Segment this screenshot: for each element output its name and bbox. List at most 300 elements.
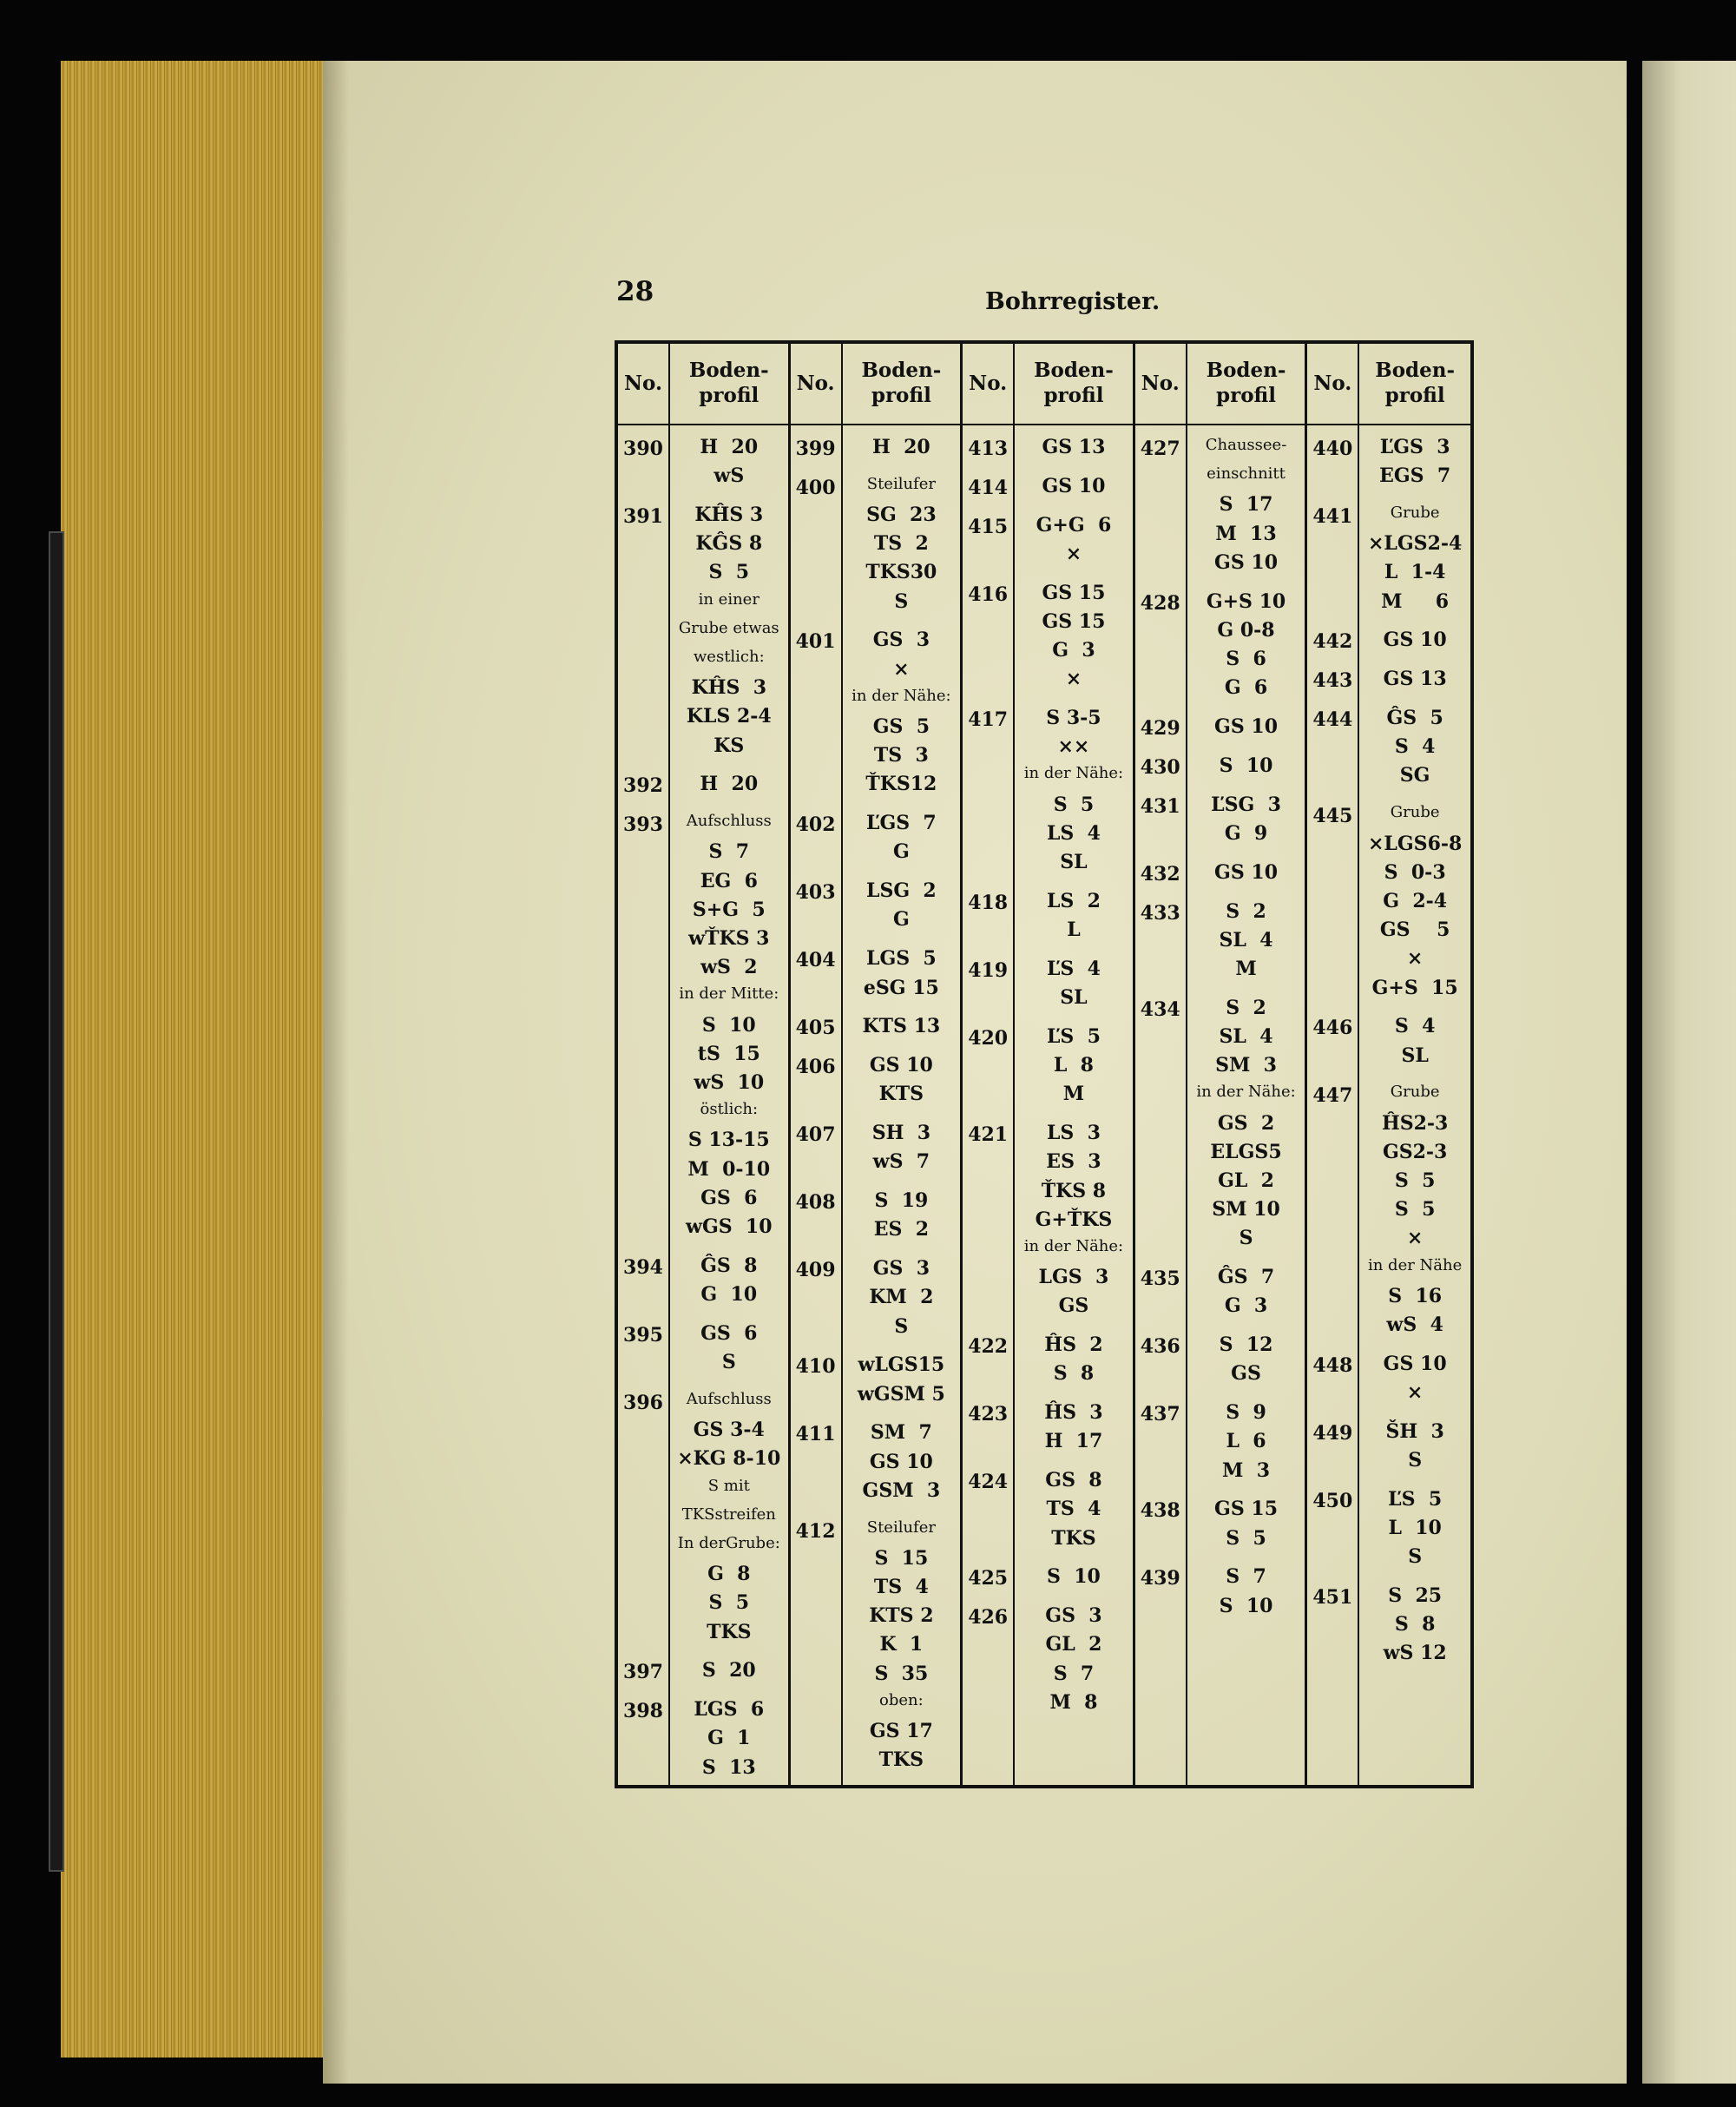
profile-line: ĤS 2 bbox=[1044, 1333, 1103, 1357]
header-profile: Boden- profil bbox=[688, 359, 769, 407]
header-rule bbox=[618, 424, 668, 425]
profile-line: S 8 bbox=[1053, 1362, 1095, 1386]
profile-line: GS 6 bbox=[700, 1186, 758, 1209]
profile-line: westlich: bbox=[693, 648, 765, 667]
profile-line: S bbox=[721, 1351, 736, 1374]
profile-line: GS 10 bbox=[1214, 550, 1278, 574]
profile-line: ĽS 5 bbox=[1388, 1487, 1443, 1511]
profile-line: S 4 bbox=[1394, 735, 1436, 759]
profile-line: S 5 bbox=[708, 1591, 750, 1615]
profile-line: KTS 2 bbox=[869, 1604, 934, 1628]
profile-line: G 3 bbox=[1052, 639, 1095, 662]
header-rule bbox=[843, 424, 961, 425]
profile-line: H 20 bbox=[700, 436, 759, 458]
profile-line: wGSM 5 bbox=[857, 1382, 945, 1406]
profile-line: GS 10 bbox=[869, 1054, 933, 1077]
profile-line: L 10 bbox=[1388, 1517, 1442, 1539]
entry-number: 416 bbox=[968, 583, 1009, 606]
profile-line: wS 7 bbox=[872, 1150, 930, 1174]
profile-line: wS bbox=[713, 464, 745, 488]
profile-line: SM 10 bbox=[1212, 1198, 1280, 1221]
entry-number: 391 bbox=[623, 505, 663, 529]
profile-column bbox=[1015, 344, 1133, 1785]
profile-line: GS 10 bbox=[869, 1450, 933, 1473]
entry-number: 434 bbox=[1140, 998, 1180, 1021]
profile-line: L bbox=[1067, 919, 1081, 942]
profile-line: LSG 2 bbox=[865, 879, 937, 903]
entry-number: 433 bbox=[1140, 901, 1180, 925]
profile-line: H 17 bbox=[1044, 1430, 1103, 1453]
profile-line: G+S 10 bbox=[1206, 589, 1286, 613]
profile-line: L 6 bbox=[1226, 1430, 1266, 1453]
entry-number: 451 bbox=[1312, 1586, 1353, 1610]
header-profile: Boden- profil bbox=[1375, 359, 1456, 407]
profile-line: GS 6 bbox=[700, 1321, 758, 1345]
profile-line: GS 17 bbox=[869, 1720, 933, 1743]
entry-number: 395 bbox=[623, 1323, 663, 1347]
profile-line: in der Nähe: bbox=[1023, 1236, 1124, 1255]
profile-column bbox=[1359, 344, 1470, 1785]
profile-line: KM 2 bbox=[869, 1286, 934, 1309]
profile-line: ĽGS 7 bbox=[865, 812, 937, 835]
profile-line: Aufschluss bbox=[686, 812, 772, 831]
profile-line: G 10 bbox=[700, 1283, 758, 1307]
profile-line: in der Nähe bbox=[1367, 1255, 1463, 1274]
profile-line: oben: bbox=[879, 1690, 924, 1709]
profile-line: LGS 3 bbox=[1038, 1266, 1109, 1289]
profile-line: SL 4 bbox=[1219, 1024, 1273, 1048]
profile-line: ĽS 5 bbox=[1046, 1024, 1101, 1048]
entry-number: 449 bbox=[1312, 1421, 1353, 1445]
profile-line: ×× bbox=[1057, 735, 1090, 759]
profile-line: M 8 bbox=[1049, 1690, 1098, 1714]
profile-line: × bbox=[1065, 542, 1082, 565]
profile-line: In derGrube: bbox=[677, 1533, 780, 1552]
entry-number: 397 bbox=[623, 1661, 663, 1684]
profile-line: GS 5 bbox=[872, 715, 930, 739]
profile-line: G 8 bbox=[707, 1563, 751, 1586]
profile-line: GS bbox=[1058, 1294, 1089, 1318]
profile-line: S 5 bbox=[1394, 1198, 1436, 1221]
header-rule bbox=[963, 424, 1013, 425]
entry-number: 442 bbox=[1312, 630, 1353, 654]
entry-number: 417 bbox=[968, 708, 1009, 732]
profile-line: SM 3 bbox=[1215, 1054, 1277, 1077]
entry-number: 403 bbox=[795, 881, 836, 905]
profile-line: in der Mitte: bbox=[679, 984, 779, 1004]
entry-number: 407 bbox=[795, 1123, 836, 1147]
header-no: No. bbox=[624, 371, 662, 395]
entry-number: 431 bbox=[1140, 794, 1180, 818]
header-rule bbox=[1015, 424, 1133, 425]
profile-line: wS 10 bbox=[694, 1071, 765, 1095]
profile-line: S 16 bbox=[1388, 1284, 1443, 1307]
entry-number: 419 bbox=[968, 958, 1009, 982]
profile-line: einschnitt bbox=[1207, 464, 1286, 484]
profile-line: wGS 10 bbox=[686, 1215, 773, 1239]
profile-line: GS 13 bbox=[1383, 668, 1447, 691]
header-rule bbox=[1307, 424, 1358, 425]
number-column bbox=[791, 344, 843, 1785]
entry-number: 399 bbox=[795, 438, 836, 460]
profile-line: S 25 bbox=[1388, 1584, 1443, 1608]
profile-line: TS 3 bbox=[873, 744, 929, 767]
entry-number: 410 bbox=[795, 1355, 836, 1379]
profile-line: G+G 6 bbox=[1036, 513, 1112, 537]
profile-line: S bbox=[894, 589, 909, 613]
profile-line: S 5 bbox=[1394, 1169, 1436, 1192]
profile-line: G 3 bbox=[1224, 1294, 1268, 1318]
entry-number: 420 bbox=[968, 1026, 1009, 1050]
entry-number: 447 bbox=[1312, 1084, 1353, 1108]
profile-line: S 17 bbox=[1219, 493, 1273, 517]
entry-number: 443 bbox=[1312, 669, 1353, 693]
profile-line: SL bbox=[1060, 986, 1088, 1010]
profile-line: S 4 bbox=[1394, 1015, 1436, 1038]
entry-number: 411 bbox=[795, 1423, 836, 1446]
profile-line: Grube etwas bbox=[678, 618, 779, 637]
profile-column bbox=[843, 344, 961, 1785]
profile-line: TKS bbox=[878, 1748, 924, 1772]
profile-line: S 2 bbox=[1226, 996, 1266, 1019]
profile-line: GS 15 bbox=[1042, 609, 1106, 633]
profile-line: GS 2 bbox=[1217, 1111, 1275, 1135]
entry-number: 435 bbox=[1140, 1267, 1180, 1291]
profile-line: Grube bbox=[1390, 803, 1440, 822]
profile-line: SM 7 bbox=[870, 1421, 932, 1445]
number-column bbox=[618, 344, 670, 1785]
profile-line: ×KG 8-10 bbox=[677, 1447, 781, 1471]
entry-number: 446 bbox=[1312, 1017, 1353, 1040]
profile-line: GS 15 bbox=[1042, 581, 1106, 604]
entry-number: 444 bbox=[1312, 708, 1353, 732]
profile-line: G bbox=[892, 908, 910, 932]
book-cover-edge bbox=[49, 531, 64, 1872]
entry-number: 400 bbox=[795, 476, 836, 499]
profile-line: TKS bbox=[1051, 1526, 1096, 1550]
profile-line: S 12 bbox=[1219, 1333, 1273, 1357]
profile-line: GS bbox=[1231, 1362, 1261, 1386]
profile-line: S 5 bbox=[708, 561, 750, 584]
profile-line: H 20 bbox=[700, 773, 759, 796]
profile-line: ELGS5 bbox=[1210, 1140, 1282, 1163]
entry-number: 429 bbox=[1140, 717, 1180, 741]
profile-line: GS 3-4 bbox=[693, 1419, 765, 1442]
profile-line: ĤS2-3 bbox=[1381, 1111, 1449, 1135]
profile-line: ŤKS 8 bbox=[1041, 1179, 1107, 1202]
profile-line: S 10 bbox=[1047, 1565, 1101, 1589]
number-column bbox=[1135, 344, 1187, 1785]
table-column-group bbox=[618, 344, 791, 1785]
profile-line: ĜS 5 bbox=[1386, 707, 1443, 730]
entry-number: 424 bbox=[968, 1471, 1009, 1494]
profile-line: wLGS15 bbox=[858, 1353, 945, 1377]
entry-number: 405 bbox=[795, 1017, 836, 1040]
profile-line: S 35 bbox=[874, 1662, 929, 1685]
entry-number: 398 bbox=[623, 1700, 663, 1723]
profile-line: ŠH 3 bbox=[1385, 1419, 1444, 1443]
profile-line: ×LGS6-8 bbox=[1367, 832, 1463, 855]
entry-number: 428 bbox=[1140, 591, 1180, 615]
profile-line: M 13 bbox=[1215, 522, 1277, 545]
entry-number: 415 bbox=[968, 515, 1009, 538]
profile-line: Grube bbox=[1390, 1083, 1440, 1102]
entry-number: 412 bbox=[795, 1519, 836, 1543]
profile-line: KĤS 3 bbox=[691, 676, 766, 700]
profile-line: × bbox=[1406, 1380, 1424, 1404]
header-rule bbox=[1135, 424, 1186, 425]
profile-line: wŤKS 3 bbox=[688, 927, 770, 951]
header-rule bbox=[1359, 424, 1470, 425]
profile-line: ES 2 bbox=[873, 1218, 930, 1241]
profile-line: ĽSG 3 bbox=[1211, 793, 1281, 816]
profile-line: LS 3 bbox=[1046, 1122, 1101, 1145]
profile-column bbox=[670, 344, 788, 1785]
entry-number: 401 bbox=[795, 630, 836, 654]
profile-line: Aufschluss bbox=[686, 1389, 772, 1408]
profile-line: H 20 bbox=[872, 436, 930, 458]
profile-line: S 5 bbox=[1226, 1526, 1266, 1550]
profile-line: östlich: bbox=[700, 1100, 759, 1119]
entry-number: 426 bbox=[968, 1606, 1009, 1630]
profile-line: KTS bbox=[878, 1083, 924, 1106]
profile-line: S 9 bbox=[1226, 1401, 1266, 1425]
header-no: No. bbox=[969, 371, 1008, 395]
profile-line: S 10 bbox=[1219, 754, 1273, 777]
profile-line: × bbox=[893, 657, 910, 681]
profile-line: GL 2 bbox=[1218, 1169, 1274, 1192]
page-number: 28 bbox=[616, 276, 654, 307]
profile-line: Chaussee- bbox=[1205, 436, 1287, 454]
running-title: Bohrregister. bbox=[985, 288, 1161, 315]
profile-line: SH 3 bbox=[871, 1122, 931, 1145]
header-rule bbox=[791, 424, 841, 425]
profile-line: G 0-8 bbox=[1217, 618, 1275, 642]
profile-line: ĽS 4 bbox=[1046, 957, 1101, 980]
entry-number: 413 bbox=[968, 438, 1009, 460]
header-rule bbox=[670, 424, 788, 425]
profile-line: L 1-4 bbox=[1384, 561, 1446, 584]
profile-line: SL bbox=[1401, 1044, 1429, 1067]
profile-line: SG 23 bbox=[866, 504, 937, 527]
profile-line: wS 2 bbox=[700, 956, 758, 979]
profile-line: in der Nähe: bbox=[852, 686, 951, 705]
profile-line: TS 4 bbox=[1046, 1498, 1101, 1521]
profile-line: TS 4 bbox=[873, 1576, 929, 1599]
entry-number: 402 bbox=[795, 813, 836, 837]
profile-line: Grube bbox=[1390, 504, 1440, 523]
number-column bbox=[963, 344, 1015, 1785]
facing-page-edge bbox=[1642, 61, 1736, 2084]
profile-line: ĜS 7 bbox=[1217, 1266, 1275, 1289]
profile-line: GS 10 bbox=[1214, 860, 1278, 884]
profile-line: ĽGS 6 bbox=[694, 1698, 765, 1722]
profile-line: S 7 bbox=[1053, 1662, 1095, 1685]
profile-line: S bbox=[1239, 1227, 1253, 1250]
profile-line: in einer bbox=[698, 589, 760, 609]
profile-line: L 8 bbox=[1053, 1054, 1094, 1077]
profile-line: S 15 bbox=[874, 1546, 929, 1570]
profile-line: KĜS 8 bbox=[695, 532, 763, 556]
profile-line: S bbox=[894, 1314, 909, 1338]
profile-line: LGS 5 bbox=[865, 947, 937, 971]
profile-line: KS bbox=[713, 734, 745, 757]
profile-line: GL 2 bbox=[1045, 1633, 1102, 1656]
profile-line: Steilufer bbox=[866, 1518, 936, 1537]
profile-line: GS 3 bbox=[872, 1257, 930, 1281]
profile-line: KLS 2-4 bbox=[686, 705, 772, 728]
profile-line: K 1 bbox=[879, 1633, 924, 1656]
entry-number: 408 bbox=[795, 1191, 836, 1215]
profile-line: G bbox=[892, 840, 910, 864]
entry-number: 427 bbox=[1140, 438, 1180, 460]
profile-line: S 10 bbox=[701, 1013, 756, 1037]
profile-line: TKS30 bbox=[865, 561, 937, 584]
profile-line: in der Nähe: bbox=[1196, 1083, 1296, 1102]
entry-number: 445 bbox=[1312, 805, 1353, 828]
profile-line: ĜS 8 bbox=[700, 1254, 758, 1277]
profile-line: M 0-10 bbox=[687, 1157, 771, 1181]
profile-line: S 3-5 bbox=[1046, 707, 1101, 730]
profile-line: G 6 bbox=[1224, 676, 1268, 700]
profile-line: GS 10 bbox=[1042, 474, 1106, 497]
entry-number: 406 bbox=[795, 1056, 836, 1079]
profile-line: G 9 bbox=[1224, 821, 1268, 845]
profile-line: × bbox=[1406, 1227, 1424, 1250]
profile-line: ĽGS 3 bbox=[1379, 436, 1450, 458]
entry-number: 392 bbox=[623, 774, 663, 798]
profile-line: M 3 bbox=[1222, 1458, 1271, 1482]
profile-line: G+S 15 bbox=[1371, 976, 1458, 999]
profile-line: SL 4 bbox=[1219, 928, 1273, 951]
entry-number: 394 bbox=[623, 1255, 663, 1279]
profile-line: GS 8 bbox=[1045, 1469, 1102, 1492]
profile-line: TKS bbox=[707, 1620, 752, 1643]
profile-line: LS 4 bbox=[1046, 821, 1101, 845]
entry-number: 404 bbox=[795, 949, 836, 972]
profile-line: EGS 7 bbox=[1379, 464, 1451, 488]
profile-line: GS 13 bbox=[1042, 436, 1106, 458]
profile-line: tS 15 bbox=[697, 1042, 760, 1065]
profile-line: GS2-3 bbox=[1382, 1140, 1448, 1163]
profile-line: TS 2 bbox=[873, 532, 929, 556]
profile-line: GS 10 bbox=[1383, 1352, 1447, 1375]
profile-line: S 10 bbox=[1219, 1594, 1273, 1617]
entry-number: 439 bbox=[1140, 1567, 1180, 1590]
entry-number: 409 bbox=[795, 1259, 836, 1282]
profile-line: TKSstreifen bbox=[681, 1505, 776, 1524]
profile-line: S 20 bbox=[701, 1659, 756, 1682]
profile-line: M bbox=[1062, 1083, 1085, 1106]
entry-number: 393 bbox=[623, 813, 663, 837]
profile-line: S bbox=[1408, 1448, 1423, 1472]
entry-number: 418 bbox=[968, 891, 1009, 914]
profile-line: S 13-15 bbox=[687, 1129, 770, 1152]
profile-line: S 6 bbox=[1226, 648, 1266, 671]
entry-number: 414 bbox=[968, 476, 1009, 499]
profile-line: S mit bbox=[707, 1476, 750, 1495]
profile-line: ĤS 3 bbox=[1044, 1401, 1103, 1425]
profile-line: LS 2 bbox=[1046, 889, 1101, 912]
profile-line: in der Nähe: bbox=[1023, 764, 1124, 783]
entry-number: 436 bbox=[1140, 1335, 1180, 1359]
profile-line: SG bbox=[1399, 764, 1430, 787]
profile-line: S bbox=[1408, 1545, 1423, 1569]
profile-line: G 1 bbox=[707, 1727, 751, 1750]
profile-column bbox=[1187, 344, 1305, 1785]
header-profile: Boden- profil bbox=[1206, 359, 1286, 407]
header-profile: Boden- profil bbox=[1034, 359, 1114, 407]
table-column-group bbox=[791, 344, 963, 1785]
profile-line: S 0-3 bbox=[1384, 860, 1446, 884]
profile-line: S 2 bbox=[1226, 899, 1266, 923]
profile-line: × bbox=[1406, 947, 1424, 971]
profile-line: S 7 bbox=[1226, 1565, 1266, 1589]
profile-line: ES 3 bbox=[1046, 1150, 1101, 1174]
profile-line: wS 4 bbox=[1386, 1313, 1443, 1336]
profile-line: SL bbox=[1060, 851, 1088, 874]
table-column-group bbox=[1307, 344, 1470, 1785]
header-rule bbox=[1187, 424, 1305, 425]
header-no: No. bbox=[796, 371, 835, 395]
profile-line: GS 3 bbox=[872, 629, 930, 652]
entry-number: 422 bbox=[968, 1335, 1009, 1359]
profile-line: GS 3 bbox=[1045, 1604, 1102, 1628]
profile-line: KĤS 3 bbox=[694, 504, 764, 527]
entry-number: 450 bbox=[1312, 1489, 1353, 1512]
entry-number: 396 bbox=[623, 1391, 663, 1414]
profile-line: S 13 bbox=[701, 1755, 756, 1779]
number-column bbox=[1307, 344, 1359, 1785]
profile-line: GS 5 bbox=[1379, 919, 1450, 942]
header-profile: Boden- profil bbox=[861, 359, 942, 407]
entry-number: 423 bbox=[968, 1403, 1009, 1426]
profile-line: S 19 bbox=[874, 1189, 929, 1213]
profile-line: EG 6 bbox=[700, 869, 758, 892]
profile-line: GSM 3 bbox=[862, 1478, 941, 1502]
entry-number: 440 bbox=[1312, 438, 1353, 460]
table-column-group bbox=[963, 344, 1135, 1785]
profile-line: GS 10 bbox=[1214, 715, 1278, 739]
profile-line: × bbox=[1065, 668, 1082, 691]
profile-line: G+ŤKS bbox=[1035, 1208, 1113, 1231]
profile-line: GS 10 bbox=[1383, 629, 1447, 652]
profile-line: G 2-4 bbox=[1383, 889, 1448, 912]
profile-line: Steilufer bbox=[866, 474, 936, 493]
profile-line: wS 12 bbox=[1383, 1642, 1447, 1665]
profile-line: ŤKS12 bbox=[865, 773, 937, 796]
entry-number: 390 bbox=[623, 438, 663, 460]
entry-number: 438 bbox=[1140, 1499, 1180, 1523]
header-no: No. bbox=[1313, 371, 1352, 395]
profile-line: S 7 bbox=[708, 840, 750, 864]
profile-line: S+G 5 bbox=[692, 898, 766, 921]
header-no: No. bbox=[1141, 371, 1180, 395]
table-column-group bbox=[1135, 344, 1308, 1785]
borehole-register-table bbox=[615, 340, 1474, 1788]
entry-number: 441 bbox=[1312, 505, 1353, 529]
entry-number: 425 bbox=[968, 1567, 1009, 1590]
profile-line: M 6 bbox=[1381, 589, 1450, 613]
profile-line: S 5 bbox=[1053, 793, 1095, 816]
entry-number: 448 bbox=[1312, 1353, 1353, 1377]
profile-line: GS 15 bbox=[1214, 1498, 1278, 1521]
profile-line: ×LGS2-4 bbox=[1367, 532, 1463, 556]
profile-line: M bbox=[1235, 957, 1257, 980]
profile-line: eSG 15 bbox=[863, 976, 939, 999]
entry-number: 421 bbox=[968, 1123, 1009, 1147]
profile-line: S 8 bbox=[1394, 1613, 1436, 1636]
